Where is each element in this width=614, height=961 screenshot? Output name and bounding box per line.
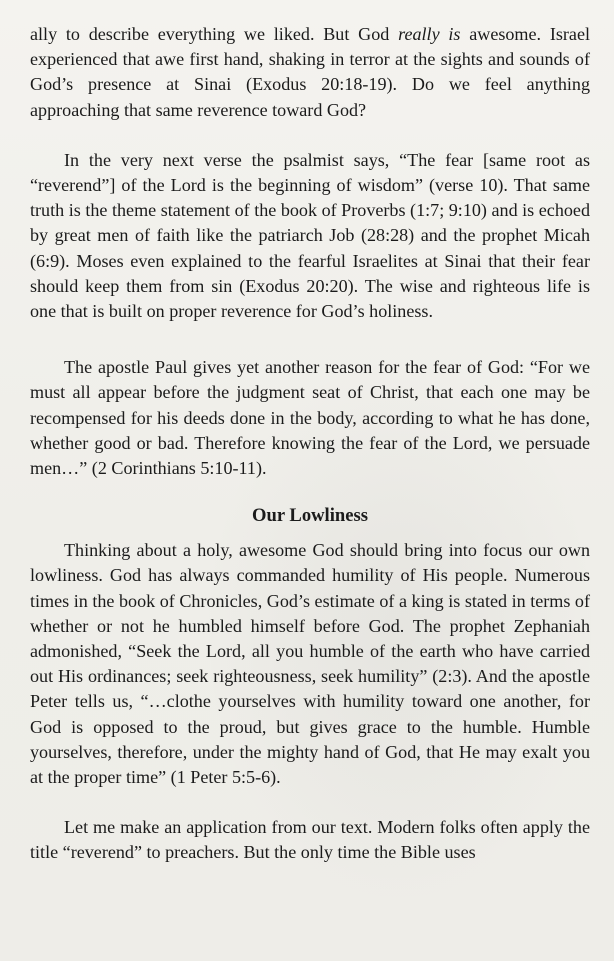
paragraph-fear-of-lord: In the very next verse the psalmist says, “The fear [same root as “reverend”] of the Lord is the beginning of wisdom” (verse 10). That same truth is the theme statement of the book of Proverbs (1:7; 9:10) and is echoed by great men of faith like the patriarch Job (28:28) and the prophet Micah (6:9). Moses even explained to the fearful Israelites at Sinai that their fear should keep them from sin (Exodus 20:20). The wise and righteous life is one that is built on proper reverence for God’s holiness. xyxy=(30,149,590,322)
paragraph-apostle-paul: The apostle Paul gives yet another reason for the fear of God: “For we must all appear before the judgment seat of Christ, that each one may be recompensed for his deeds done in the body, according to what he has done, whether good or bad. Therefore knowing the fear of the Lord, we persuade men…” (2 Corinthians 5:10-11). xyxy=(30,357,590,479)
paragraph-lowliness: Thinking about a holy, awesome God should bring into focus our own lowliness. God has always commanded humility of His people. Numerous times in the book of Chronicles, God’s estimate of a king is stated in terms of whether or not he humbled himself before God. The prophet Zephaniah admonished, “Seek the Lord, all you humble of the earth who have carried out His ordinances; seek righteousness, seek humility” (2:3). And the apostle Peter tells us, “…clothe yourselves with humility toward one another, for God is opposed to the proud, but gives grace to the humble. Humble yourselves, therefore, under the mighty hand of God, that He may exalt you at the proper time” (1 Peter 5:5-6). xyxy=(30,540,590,788)
paragraph-awe-start: ally to describe everything we liked. But God xyxy=(30,24,399,44)
paragraph-awe xyxy=(30,22,590,123)
paragraph-application: Let me make an application from our text. Modern folks often apply the title “reverend” to preachers. But the only time the Bible uses xyxy=(30,817,590,863)
emphasis-really-is: really is xyxy=(398,24,461,44)
paragraph-awe-rest: awesome. Israel experienced that awe first hand, shaking in terror at the sights and sounds of God’s presence at Sinai (Exodus 20:18-19). Do we feel anything approaching that same reverence toward God? xyxy=(30,24,591,120)
page-text xyxy=(30,22,590,866)
section-heading: Our Lowliness xyxy=(252,505,368,527)
